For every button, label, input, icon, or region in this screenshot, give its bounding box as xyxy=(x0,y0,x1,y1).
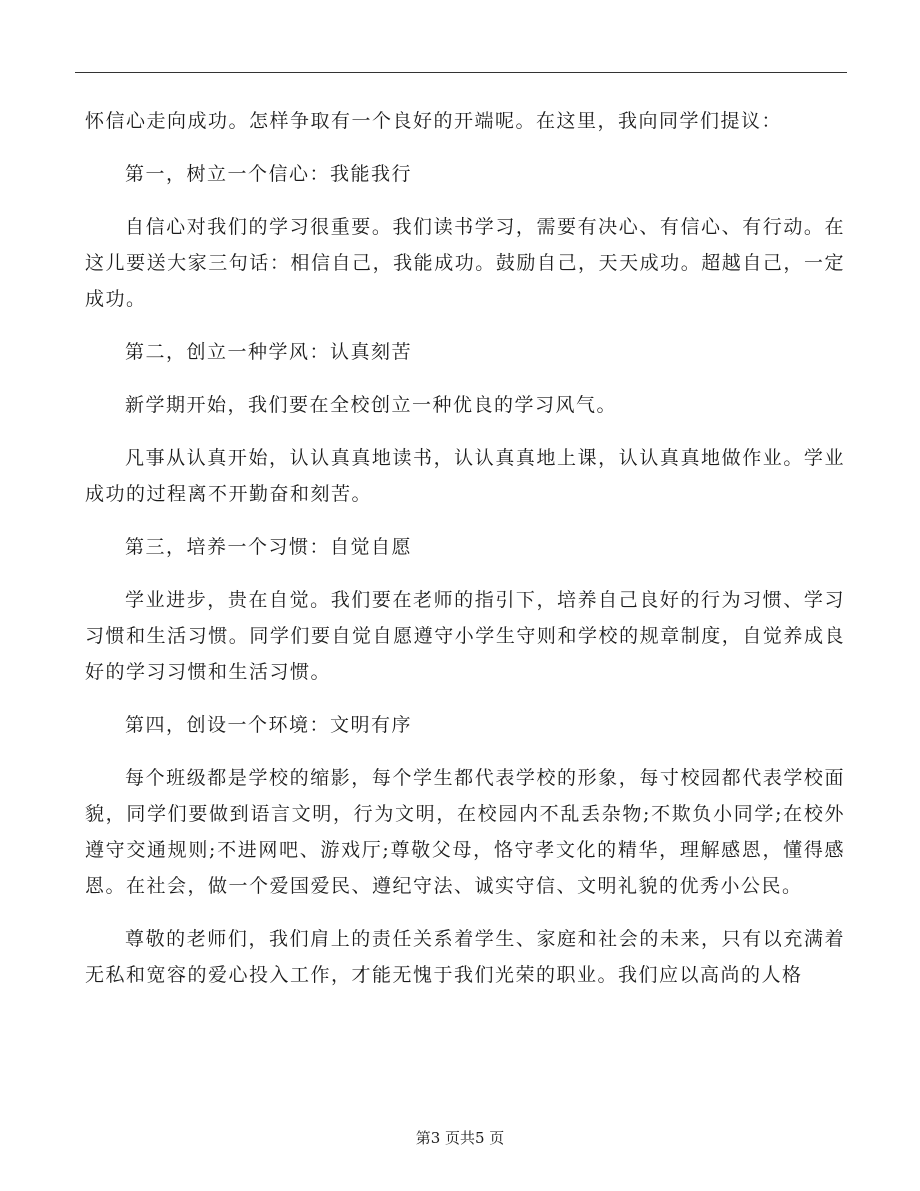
paragraph-7: 尊敬的老师们，我们肩上的责任关系着学生、家庭和社会的未来，只有以充满着无私和宽容的爱心投入工作，才能无愧于我们光荣的职业。我们应以高尚的人格 xyxy=(85,928,845,986)
header-rule xyxy=(75,72,847,73)
section-heading-4: 第四，创设一个环境：文明有序 xyxy=(125,714,413,736)
page-number-footer: 第3 页共5 页 xyxy=(415,1129,505,1147)
paragraph-6: 每个班级都是学校的缩影，每个学生都代表学校的形象，每寸校园都代表学校面貌，同学们要做到语言文明，行为文明，在校园内不乱丢杂物;不欺负小同学;在校外遵守交通规则;不进网吧、游戏厅;尊敬父母，恪守孝文化的精华，理解感恩，懂得感恩。在社会，做一个爱国爱民、遵纪守法、诚实守信、文明礼貌的优秀小公民。 xyxy=(85,767,845,897)
section-heading-2: 第二，创立一种学风：认真刻苦 xyxy=(125,341,413,363)
section-heading-1: 第一，树立一个信心：我能我行 xyxy=(125,163,413,185)
section-heading-3: 第三，培养一个习惯：自觉自愿 xyxy=(125,536,413,558)
paragraph-5: 学业进步，贵在自觉。我们要在老师的指引下，培养自己良好的行为习惯、学习习惯和生活习惯。同学们要自觉自愿遵守小学生守则和学校的规章制度，自觉养成良好的学习习惯和生活习惯。 xyxy=(85,589,845,683)
paragraph-2: 自信心对我们的学习很重要。我们读书学习，需要有决心、有信心、有行动。在这儿要送大家三句话：相信自己，我能成功。鼓励自己，天天成功。超越自己，一定成功。 xyxy=(85,216,845,310)
paragraph-3: 新学期开始，我们要在全校创立一种优良的学习风气。 xyxy=(125,394,618,416)
document-body xyxy=(85,103,845,1010)
paragraph-4: 凡事从认真开始，认认真真地读书，认认真真地上课，认认真真地做作业。学业成功的过程离不开勤奋和刻苦。 xyxy=(85,447,845,505)
paragraph-1: 怀信心走向成功。怎样争取有一个良好的开端呢。在这里，我向同学们提议： xyxy=(85,110,783,132)
